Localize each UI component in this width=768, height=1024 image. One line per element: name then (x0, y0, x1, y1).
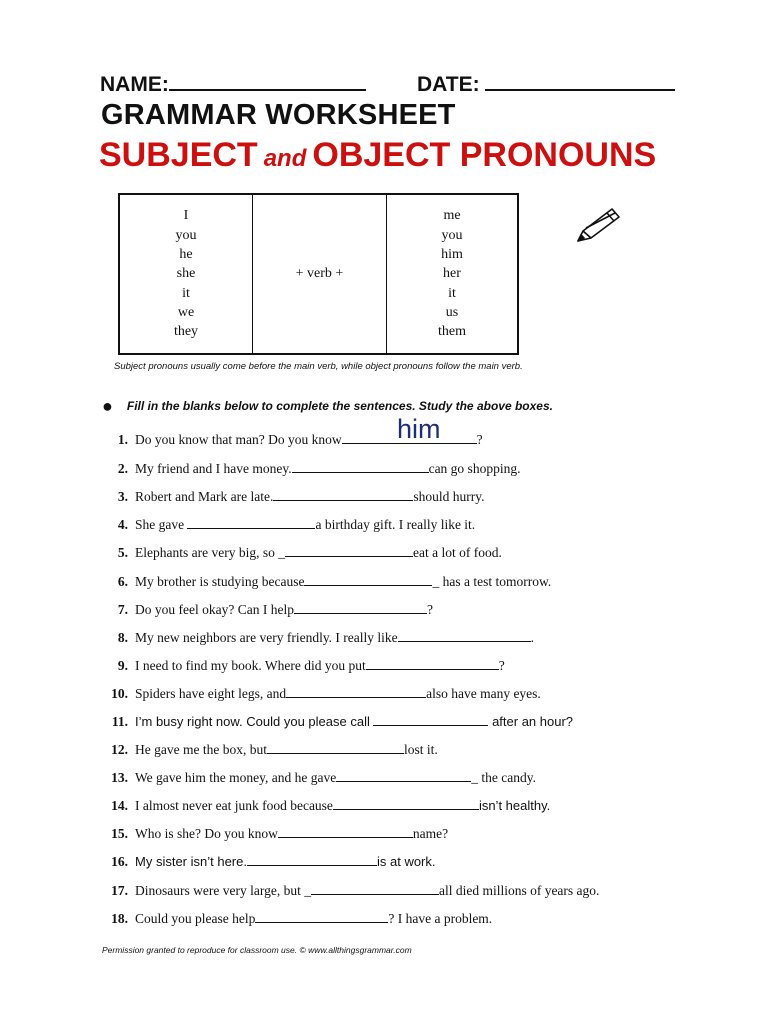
question-6: 6. My brother is studying because _ has a test tomorrow. (117, 574, 552, 589)
answer-blank[interactable] (398, 628, 531, 642)
instructions-text: Fill in the blanks below to complete the sentences. Study the above boxes. (126, 399, 553, 413)
question-2: 2. My friend and I have money. can go shopping. (117, 461, 521, 476)
object-pronoun: him (441, 247, 463, 263)
question-12: 12. He gave me the box, but lost it. (111, 742, 438, 757)
permission-footer: Permission granted to reproduce for classroom use. © www.allthingsgrammar.com (102, 945, 412, 955)
question-5: 5. Elephants are very big, so _ eat a lot of food. (117, 545, 502, 560)
answer-blank[interactable] (311, 881, 439, 895)
worksheet-subtitle (99, 136, 656, 175)
bullet-icon: ● (102, 396, 113, 416)
pronoun-note: Subject pronouns usually come before the main verb, while object pronouns follow the main verb. (114, 361, 523, 372)
pronoun-table (118, 193, 519, 355)
worksheet-title: GRAMMAR WORKSHEET (101, 99, 456, 131)
name-label: NAME: (100, 73, 169, 96)
answer-blank[interactable] (286, 684, 426, 698)
answer-blank[interactable] (187, 515, 315, 529)
object-pronoun: me (443, 208, 461, 224)
subject-pronoun: she (176, 266, 196, 282)
answer-blank[interactable] (373, 712, 488, 726)
object-pronouns-cell (387, 194, 519, 354)
question-7: 7. Do you feel okay? Can I help ? (117, 602, 433, 617)
subject-pronoun: they (173, 324, 199, 340)
date-blank[interactable] (485, 89, 675, 91)
answer-blank[interactable] (333, 796, 479, 810)
name-field (100, 73, 366, 97)
object-pronoun: you (441, 227, 463, 243)
answer-blank[interactable] (278, 824, 413, 838)
verb-cell: + verb + (253, 194, 387, 354)
answer-blank[interactable] (294, 600, 427, 614)
answer-blank[interactable] (267, 740, 404, 754)
object-pronoun: us (445, 304, 459, 320)
answer-blank[interactable] (292, 459, 429, 473)
answer-blank[interactable] (255, 909, 388, 923)
answer-blank[interactable] (366, 656, 499, 670)
question-10: 10. Spiders have eight legs, and also have many eyes. (111, 686, 541, 701)
subject-pronoun: he (179, 247, 193, 263)
instructions (102, 396, 553, 417)
object-pronoun: them (438, 324, 466, 340)
answer-blank[interactable] (285, 543, 413, 557)
question-3: 3. Robert and Mark are late. should hurry. (117, 489, 485, 504)
subtitle-object: OBJECT PRONOUNS (312, 136, 657, 174)
subtitle-and: and (263, 145, 307, 172)
question-11: 11. I’m busy right now. Could you please call after an hour? (111, 714, 574, 729)
date-field (417, 73, 675, 97)
subtitle-subject: SUBJECT (99, 136, 258, 174)
question-18: 18. Could you please help ? I have a problem. (111, 911, 493, 926)
name-blank[interactable] (169, 89, 366, 91)
subject-pronoun: we (177, 304, 195, 320)
question-17: 17. Dinosaurs were very large, but _ all died millions of years ago. (111, 883, 600, 898)
subject-pronouns-cell (119, 194, 253, 354)
pencil-icon (574, 203, 626, 245)
question-16: 16. My sister isn’t here. is at work. (111, 854, 436, 869)
answer-blank[interactable] (273, 487, 413, 501)
answer-blank[interactable] (247, 852, 377, 866)
question-1: 1. Do you know that man? Do you know ? (117, 432, 483, 447)
handwritten-answer: him (397, 414, 441, 444)
object-pronoun: it (448, 285, 456, 301)
question-13: 13. We gave him the money, and he gave _ the candy. (111, 770, 536, 785)
subject-pronoun: I (183, 208, 189, 224)
object-pronoun: her (443, 266, 461, 282)
question-9: 9. I need to find my book. Where did you put ? (117, 658, 505, 673)
question-14: 14. I almost never eat junk food because isn’t healthy. (111, 798, 551, 813)
subject-pronoun: it (182, 285, 190, 301)
question-4: 4. She gave a birthday gift. I really like it. (117, 517, 476, 532)
answer-blank[interactable] (336, 768, 471, 782)
question-8: 8. My new neighbors are very friendly. I really like . (117, 630, 535, 645)
date-label: DATE: (417, 73, 480, 96)
answer-blank[interactable] (304, 572, 432, 586)
question-15: 15. Who is she? Do you know name? (111, 826, 449, 841)
subject-pronoun: you (175, 227, 197, 243)
